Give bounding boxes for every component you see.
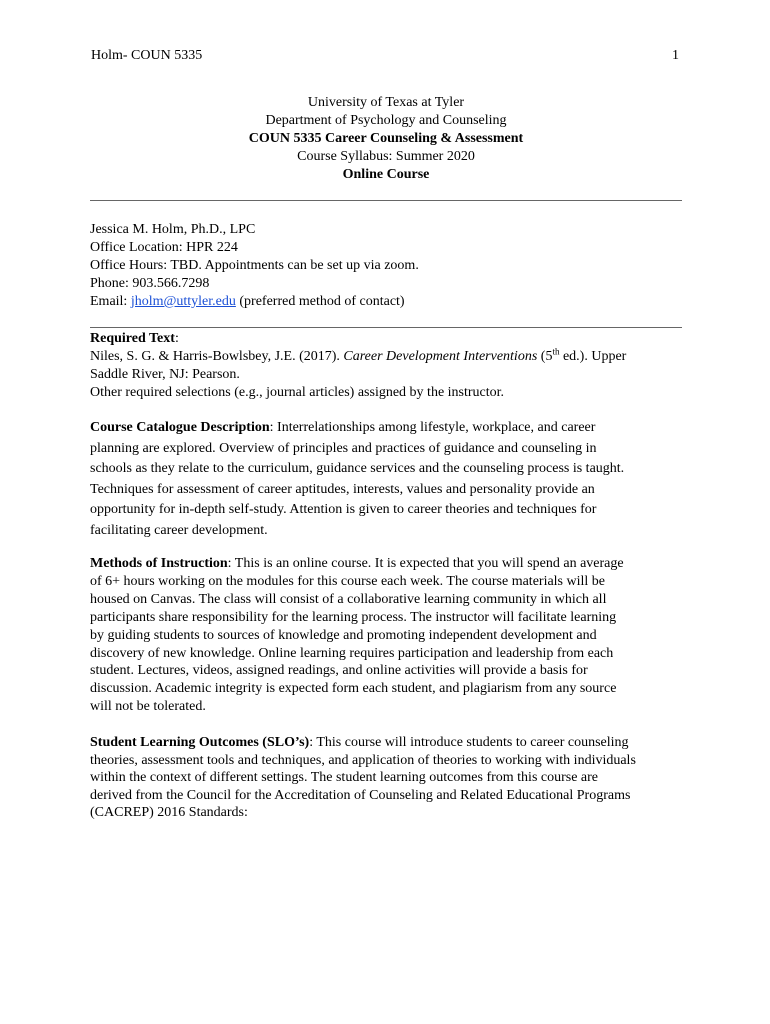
phone: Phone: 903.566.7298 xyxy=(90,276,210,291)
department-name: Department of Psychology and Counseling xyxy=(265,113,507,128)
slo-section: Student Learning Outcomes (SLO’s): This course will introduce students to career counseling theories, assessment tools and techniques, and application of theories to working with individuals within the context of different settings. The student learning outcomes from this course are derived from the Council for the Accreditation of Counseling and Related Educational Programs (CACREP) 2016 Standards: xyxy=(90,735,636,821)
office-hours: Office Hours: TBD. Appointments can be set up via zoom. xyxy=(90,258,419,273)
citation-line: Niles, S. G. & Harris-Bowlsbey, J.E. (2017). Career Development Interventions (5th ed.). Upper xyxy=(90,346,627,364)
instructor-name: Jessica M. Holm, Ph.D., LPC xyxy=(90,222,256,237)
email-label: Email: xyxy=(90,294,131,309)
running-head: Holm- COUN 5335 xyxy=(91,48,203,63)
email-link[interactable]: jholm@uttyler.edu xyxy=(130,294,236,309)
divider-contact xyxy=(90,327,682,328)
required-text-heading: Required Text xyxy=(90,331,175,346)
email-note: (preferred method of contact) xyxy=(235,294,405,309)
email-line xyxy=(90,293,419,311)
university-name: University of Texas at Tyler xyxy=(307,95,465,110)
required-text-section xyxy=(90,330,684,402)
book-title: Career Development Interventions xyxy=(343,349,538,364)
divider-top xyxy=(90,200,682,201)
title-block xyxy=(90,94,682,184)
slo-heading: Student Learning Outcomes (SLO’s) xyxy=(90,735,310,750)
course-format: Online Course xyxy=(342,167,430,182)
catalogue-section: Course Catalogue Description: Interrelationships among lifestyle, workplace, and career planning are explored. Overview of principles and practices of guidance and counseling in schools as they relate to the curriculum, guidance services and the counseling process is taught. Techniques for assessment of career aptitudes, interests, values and personality provide an opportunity for in-depth self-study. Attention is given to career theories and techniques for facilitating career development. xyxy=(90,420,625,538)
office-location: Office Location: HPR 224 xyxy=(90,240,238,255)
citation-publisher: Saddle River, NJ: Pearson. xyxy=(90,367,240,382)
page-number: 1 xyxy=(672,48,679,63)
required-text-heading-line: Required Text: xyxy=(90,331,179,346)
methods-heading: Methods of Instruction xyxy=(90,556,228,571)
catalogue-heading: Course Catalogue Description xyxy=(90,420,270,435)
syllabus-term: Course Syllabus: Summer 2020 xyxy=(297,149,475,164)
other-readings: Other required selections (e.g., journal articles) assigned by the instructor. xyxy=(90,385,505,400)
course-title: COUN 5335 Career Counseling & Assessment xyxy=(248,131,524,146)
instructor-contact xyxy=(90,221,419,311)
methods-section: Methods of Instruction: This is an online course. It is expected that you will spend an average of 6+ hours working on the modules for this course each week. The course materials will be housed on Canvas. The class will consist of a collaborative learning community in which all participants share responsibility for the learning process. The instructor will facilitate learning by guiding students to sources of knowledge and promoting independent development and discovery of new knowledge. Online learning requires participation and leadership from each student. Lectures, videos, assigned readings, and online activities will provide a basis for discussion. Academic integrity is expected form each student, and plagiarism from any source will not be tolerated. xyxy=(90,556,624,715)
